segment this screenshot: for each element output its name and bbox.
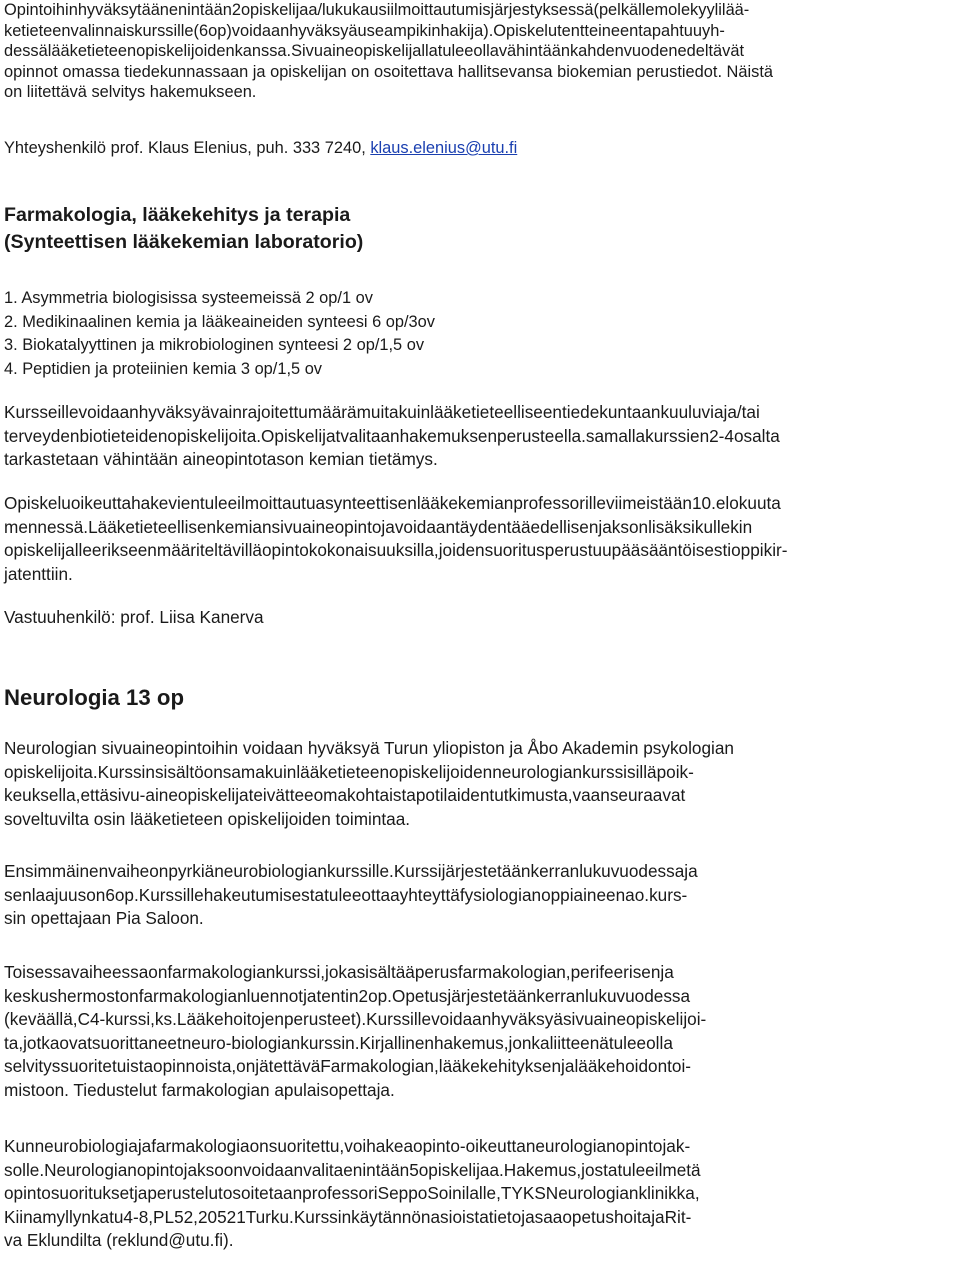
text-line: Neurologian sivuaineopintoihin voidaan hyväksyä Turun yliopiston ja Åbo Akademin psykologian	[4, 738, 734, 758]
text-line: keskushermostonfarmakologianluennotjatentin2op.Opetusjärjestetäänkerranlukuvuodessa	[4, 985, 691, 1006]
contact-email-link[interactable]: klaus.elenius@utu.fi	[370, 139, 518, 157]
text-line: solle.Neurologianopintojaksoonvoidaanvalitaenintään5opiskelijaa.Hakemus,jostatuleeilmetä	[4, 1159, 701, 1180]
text-line: Ensimmäinenvaiheonpyrkiäneurobiologiankurssille.Kurssijärjestetäänkerranlukuvuodessaja	[4, 861, 698, 881]
neurology-paragraph	[4, 737, 956, 831]
text-line: keuksella,ettäsivu-aineopiskelijateivätteeomakohtaistapotilaidentutkimusta,vaanseuraavat	[4, 785, 686, 806]
pharmacology-paragraph	[4, 492, 956, 586]
list-item: 2. Medikinaalinen kemia ja lääkeaineiden synteesi 6 op/3ov	[4, 312, 435, 331]
text-line: va Eklundilta (reklund@utu.fi).	[4, 1230, 234, 1251]
text-line: on liitettävä selvitys hakemukseen.	[4, 83, 257, 101]
text-line: mennessä.Lääketieteellisenkemiansivuaineopintojavoidaantäydentääedellisenjaksonlisäksikullekin	[4, 516, 753, 537]
text-line: (keväällä,C4-kurssi,ks.Lääkehoitojenperusteet).Kurssillevoidaanhyväksyäsivuaineopiskelijoi-	[4, 1009, 707, 1030]
text-line: Kursseillevoidaanhyväksyävainrajoitettumäärämuitakuinlääketieteelliseentiedekuntaankuuluviaja/tai	[4, 402, 760, 422]
text-line: sin opettajaan Pia Saloon.	[4, 908, 204, 929]
list-item: 3. Biokatalyyttinen ja mikrobiologinen synteesi 2 op/1,5 ov	[4, 336, 425, 355]
text-line: selvityssuoritetuistaopinnoista,onjätettäväFarmakologian,lääkekehityksenjalääkehoidontoi-	[4, 1056, 692, 1077]
text-line: Opintoihinhyväksytäänenintään2opiskelijaa/lukukausiilmoittautumisjärjestyksessä(pelkällemolekyylilää-	[4, 1, 750, 19]
list-item: 4. Peptidien ja proteiinien kemia 3 op/1,5 ov	[4, 359, 323, 378]
contact-text: Yhteyshenkilö prof. Klaus Elenius, puh. 333 7240,	[4, 139, 371, 157]
text-line: mistoon. Tiedustelut farmakologian apulaisopettaja.	[4, 1079, 395, 1100]
text-line: tarkastetaan vähintään aineopintotason kemian tietämys.	[4, 449, 438, 470]
list-item: 1. Asymmetria biologisissa systeemeissä 2 op/1 ov	[4, 289, 373, 307]
text-line: Toisessavaiheessaonfarmakologiankurssi,jokasisältääperusfarmakologian,perifeerisenja	[4, 962, 674, 982]
text-line: Opiskeluoikeuttahakevientuleeilmoittautuasynteettisenlääkekemianprofessorilleviimeistään10.elokuuta	[4, 493, 781, 513]
text-line: Vastuuhenkilö: prof. Liisa Kanerva	[4, 607, 264, 627]
heading-line: (Synteettisen lääkekemian laboratorio)	[4, 231, 364, 253]
intro-paragraph	[4, 0, 956, 103]
responsible-person	[4, 606, 956, 630]
text-line: jatenttiin.	[4, 563, 73, 584]
neurology-heading	[4, 684, 956, 712]
text-line: ketieteenvalinnaiskurssille(6op)voidaanhyväksyäuseampikinhakija).Opiskelutentteineentapahtuuyh-	[4, 21, 725, 40]
heading-line: Neurologia 13 op	[4, 685, 184, 710]
text-line: opiskelijalleerikseenmääriteltävilläopintokokonaisuuksilla,joidensuoritusperustuupääsääntöisestioppikir-	[4, 540, 788, 561]
neurology-paragraph	[4, 860, 956, 931]
text-line: dessälääketieteenopiskelijoidenkanssa.Sivuaineopiskelijallatuleeollavähintäänkahdenvuodenedeltävät	[4, 42, 745, 60]
text-line: Kiinamyllynkatu4-8,PL52,20521Turku.KurssinkäytännönasioistatietojasaaopetushoitajaRit-	[4, 1206, 692, 1227]
contact-line	[4, 138, 956, 159]
text-line: Kunneurobiologiajafarmakologiaonsuoritettu,voihakeaopinto-oikeuttaneurologianopintojak-	[4, 1136, 691, 1156]
course-list	[4, 287, 956, 381]
neurology-paragraph	[4, 1135, 956, 1253]
text-line: soveltuvilta osin lääketieteen opiskelijoiden toimintaa.	[4, 808, 411, 829]
text-line: terveydenbiotieteidenopiskelijoita.Opiskelijatvalitaanhakemuksenperusteella.samallakurssien2-4osalta	[4, 425, 780, 446]
neurology-paragraph	[4, 961, 956, 1103]
text-line: ta,jotkaovatsuorittaneetneuro-biologiankurssin.Kirjallinenhakemus,jonkaliitteenätuleeolla	[4, 1032, 673, 1053]
heading-line: Farmakologia, lääkekehitys ja terapia	[4, 204, 351, 226]
pharmacology-heading	[4, 202, 956, 256]
pharmacology-paragraph	[4, 401, 956, 472]
text-line: senlaajuuson6op.Kurssillehakeutumisestatuleeottaayhteyttäfysiologianoppiaineenao.kurs-	[4, 884, 688, 905]
text-line: opintosuorituksetjaperustelutosoitetaanprofessoriSeppoSoinilalle,TYKSNeurologianklinikka,	[4, 1183, 700, 1204]
text-line: opinnot omassa tiedekunnassaan ja opiskelijan on osoitettava hallitsevansa biokemian perustiedot. Näistä	[4, 62, 774, 81]
text-line: opiskelijoita.Kurssinsisältöonsamakuinlääketieteenopiskelijoidenneurologiankurssisilläpoik-	[4, 761, 694, 782]
